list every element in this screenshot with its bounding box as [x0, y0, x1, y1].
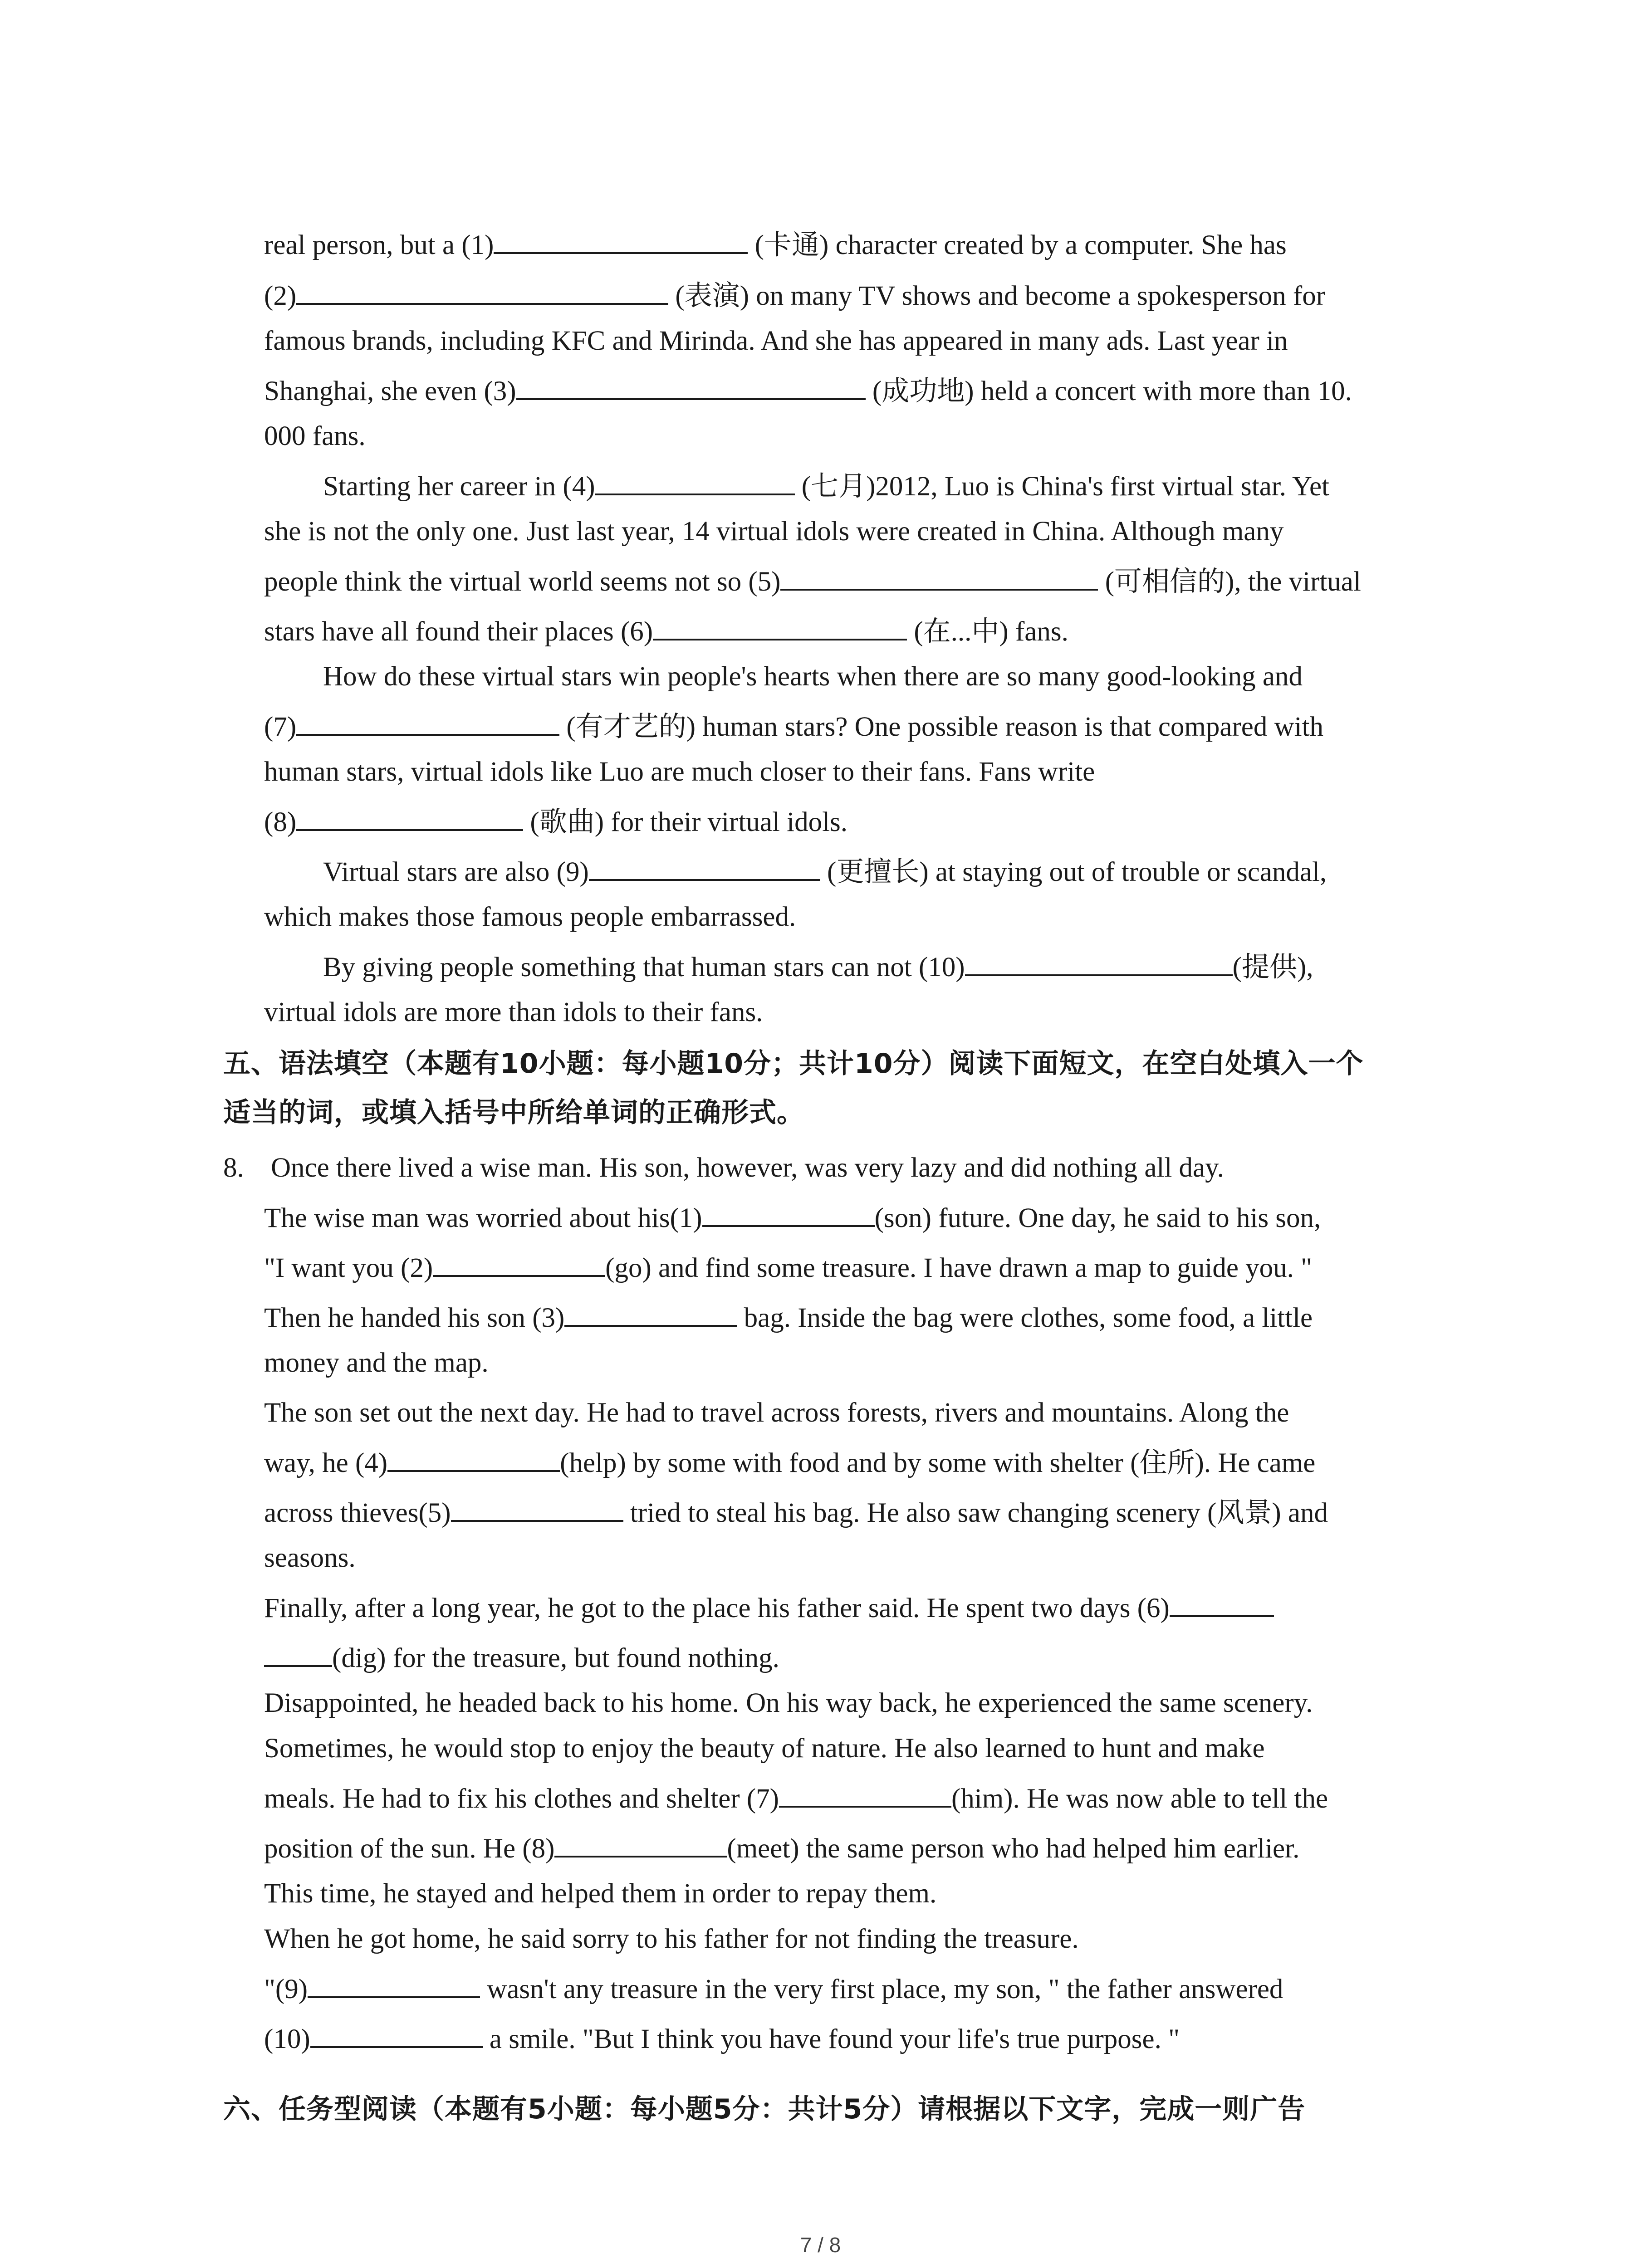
- text-segment: bag. Inside the bag were clothes, some food, a little: [737, 1303, 1313, 1333]
- question-8-line: [264, 1200, 1321, 1237]
- answer-blank[interactable]: [780, 563, 1098, 591]
- text-segment: (10): [264, 2024, 310, 2054]
- text-segment: Shanghai, she even (3): [264, 376, 516, 406]
- text-segment: (meet) the same person who had helped him earlier.: [727, 1833, 1300, 1864]
- answer-blank[interactable]: [494, 227, 748, 254]
- question-8-line: [264, 1590, 1274, 1627]
- question-8-line: [264, 1445, 1315, 1481]
- passage-1-line: [264, 227, 1287, 264]
- text-segment: Sometimes, he would stop to enjoy the beauty of nature. He also learned to hunt and make: [264, 1733, 1265, 1764]
- passage-1-line: [264, 278, 1325, 314]
- answer-blank[interactable]: [702, 1200, 875, 1227]
- text-segment: people think the virtual world seems not so (5): [264, 567, 781, 597]
- answer-blank[interactable]: [451, 1495, 623, 1522]
- question-8-line: [264, 2021, 1180, 2058]
- text-segment: position of the sun. He (8): [264, 1833, 555, 1864]
- question-8-line: [271, 1150, 1224, 1186]
- question-8-line: [264, 1345, 489, 1381]
- answer-blank[interactable]: [308, 1971, 480, 1998]
- text-segment: When he got home, he said sorry to his father for not finding the treasure.: [264, 1924, 1079, 1954]
- text-segment: (在...中) fans.: [907, 616, 1068, 647]
- answer-blank[interactable]: [595, 468, 795, 495]
- text-segment: (表演) on many TV shows and become a spokesperson for: [668, 281, 1326, 311]
- passage-1-line: [264, 513, 1283, 550]
- question-8-line: [264, 1876, 936, 1912]
- text-segment: (成功地) held a concert with more than 10.: [865, 376, 1352, 406]
- text-segment: seasons.: [264, 1543, 356, 1573]
- text-segment: Virtual stars are also (9): [323, 857, 589, 887]
- passage-1-line: [264, 418, 366, 455]
- text-segment: wasn't any treasure in the very first place, my son, " the father answered: [480, 1974, 1283, 2004]
- passage-1-line: [264, 709, 1323, 745]
- text-segment: real person, but a (1): [264, 230, 494, 260]
- text-segment: By giving people something that human stars can not (10): [323, 952, 965, 982]
- text-segment: The wise man was worried about his(1): [264, 1203, 702, 1233]
- answer-blank[interactable]: [296, 804, 523, 831]
- text-segment: tried to steal his bag. He also saw changing scenery (风景) and: [623, 1498, 1328, 1528]
- text-segment: virtual idols are more than idols to their fans.: [264, 997, 763, 1027]
- text-segment: famous brands, including KFC and Mirinda. And she has appeared in many ads. Last year in: [264, 326, 1288, 356]
- answer-blank[interactable]: [589, 854, 820, 881]
- text-segment: (更擅长) at staying out of trouble or scandal,: [820, 857, 1327, 887]
- section-5-heading-line1: 五、语法填空（本题有10小题：每小题10分；共计10分）阅读下面短文，在空白处填入一个: [223, 1048, 1364, 1080]
- text-segment: (go) and find some treasure. I have drawn a map to guide you. ": [605, 1253, 1313, 1283]
- text-segment: Starting her career in (4): [323, 471, 595, 502]
- text-segment: she is not the only one. Just last year, 14 virtual idols were created in China. Although many: [264, 516, 1284, 547]
- text-segment: (help) by some with food and by some with shelter (住所). He came: [560, 1448, 1316, 1478]
- passage-1-line: [264, 754, 1095, 790]
- question-8-line: [264, 1300, 1313, 1336]
- text-segment: (7): [264, 712, 297, 742]
- passage-1-line: [323, 949, 1313, 986]
- text-segment: way, he (4): [264, 1448, 388, 1478]
- answer-blank[interactable]: [310, 2021, 483, 2048]
- text-segment: How do these virtual stars win people's hearts when there are so many good-looking and: [323, 661, 1303, 692]
- text-segment: (提供),: [1232, 952, 1313, 982]
- text-segment: (七月)2012, Luo is China's first virtual star. Yet: [794, 471, 1329, 502]
- passage-1-line: [323, 659, 1303, 695]
- text-segment: Disappointed, he headed back to his home. On his way back, he experienced the same scenery.: [264, 1688, 1313, 1718]
- section-6-heading: 六、任务型阅读（本题有5小题：每小题5分：共计5分）请根据以下文字，完成一则广告: [223, 2093, 1306, 2125]
- text-segment: human stars, virtual idols like Luo are much closer to their fans. Fans write: [264, 757, 1095, 787]
- text-segment: a smile. "But I think you have found your life's true purpose. ": [482, 2024, 1180, 2054]
- text-segment: (son) future. One day, he said to his son,: [874, 1203, 1321, 1233]
- passage-1-line: [264, 804, 847, 841]
- section-5-heading-line2: 适当的词，或填入括号中所给单词的正确形式。: [223, 1097, 804, 1129]
- text-segment: 000 fans.: [264, 421, 366, 451]
- question-8-line: [264, 1921, 1079, 1957]
- question-8-line: [264, 1830, 1299, 1867]
- question-number: 8.: [223, 1153, 244, 1183]
- text-segment: Then he handed his son (3): [264, 1303, 565, 1333]
- text-segment: which makes those famous people embarrassed.: [264, 902, 796, 932]
- passage-1-line: [264, 373, 1352, 410]
- question-8-line: [264, 1495, 1328, 1531]
- question-8-line: [264, 1685, 1313, 1721]
- answer-blank[interactable]: [965, 949, 1233, 976]
- answer-blank[interactable]: [516, 373, 866, 400]
- text-segment: Finally, after a long year, he got to the place his father said. He spent two days (6): [264, 1593, 1170, 1623]
- question-8-line: [264, 1971, 1283, 2008]
- answer-blank[interactable]: [433, 1250, 605, 1277]
- answer-blank[interactable]: [264, 1640, 332, 1667]
- question-8-line: [264, 1540, 356, 1576]
- text-segment: "(9): [264, 1974, 308, 2004]
- text-segment: "I want you (2): [264, 1253, 433, 1283]
- answer-blank[interactable]: [1170, 1590, 1274, 1617]
- text-segment: (有才艺的) human stars? One possible reason is that compared with: [559, 712, 1324, 742]
- question-8-line: [264, 1250, 1312, 1286]
- answer-blank[interactable]: [554, 1830, 727, 1857]
- text-segment: (dig) for the treasure, but found nothing.: [332, 1643, 779, 1673]
- answer-blank[interactable]: [387, 1445, 560, 1472]
- text-segment: The son set out the next day. He had to travel across forests, rivers and mountains. Along the: [264, 1398, 1289, 1428]
- passage-1-line: [264, 994, 763, 1031]
- text-segment: (him). He was now able to tell the: [951, 1784, 1328, 1814]
- page-number: 7 / 8: [800, 2233, 841, 2257]
- question-8-line: [264, 1730, 1265, 1767]
- text-segment: stars have all found their places (6): [264, 616, 653, 647]
- text-segment: (8): [264, 807, 297, 837]
- text-segment: across thieves(5): [264, 1498, 451, 1528]
- passage-1-line: [264, 613, 1068, 650]
- text-segment: (可相信的), the virtual: [1098, 567, 1361, 597]
- text-segment: Once there lived a wise man. His son, however, was very lazy and did nothing all day.: [271, 1153, 1224, 1183]
- question-8-line: [264, 1395, 1289, 1431]
- question-8-line: [264, 1640, 779, 1677]
- answer-blank[interactable]: [296, 278, 668, 305]
- question-8-line: [264, 1780, 1328, 1817]
- text-segment: (歌曲) for their virtual idols.: [523, 807, 848, 837]
- passage-1-line: [264, 323, 1288, 359]
- passage-1-line: [323, 468, 1329, 505]
- passage-1-line: [323, 854, 1327, 890]
- answer-blank[interactable]: [296, 709, 559, 736]
- text-segment: (卡通) character created by a computer. She has: [748, 230, 1287, 260]
- text-segment: This time, he stayed and helped them in order to repay them.: [264, 1878, 937, 1909]
- passage-1-line: [264, 563, 1361, 600]
- text-segment: meals. He had to fix his clothes and shelter (7): [264, 1784, 779, 1814]
- passage-1-line: [264, 899, 796, 935]
- text-segment: money and the map.: [264, 1348, 489, 1378]
- answer-blank[interactable]: [779, 1780, 951, 1808]
- text-segment: (2): [264, 281, 297, 311]
- answer-blank[interactable]: [564, 1300, 737, 1327]
- answer-blank[interactable]: [653, 613, 907, 640]
